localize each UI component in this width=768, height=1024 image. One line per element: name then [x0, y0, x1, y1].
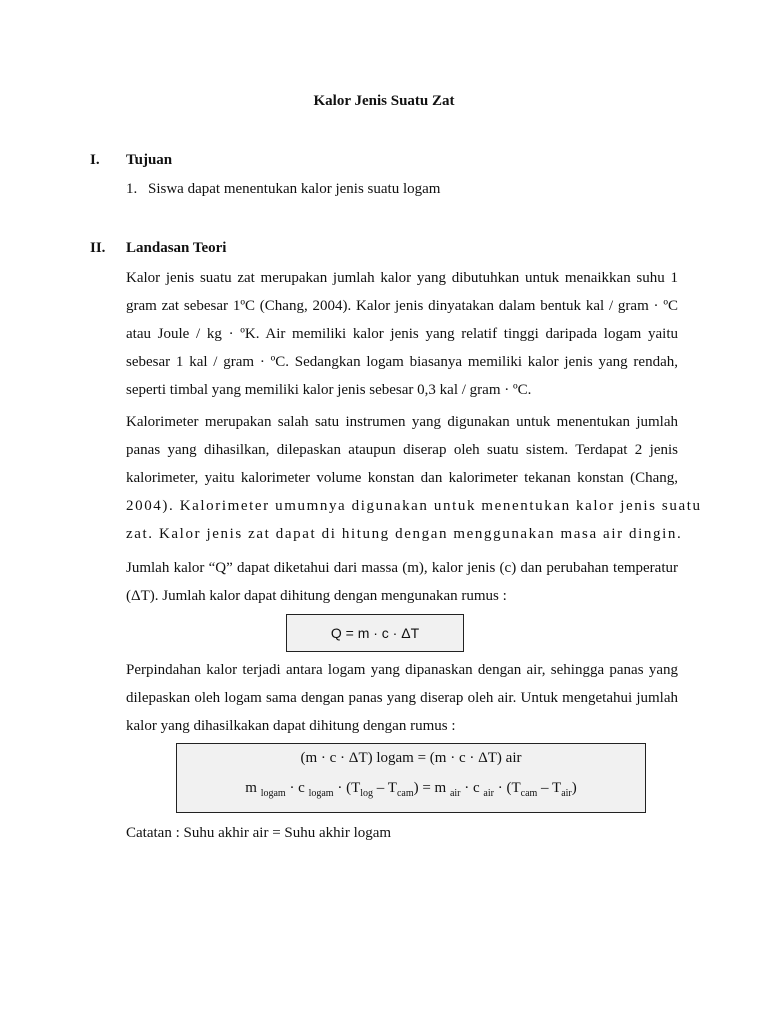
formula-subscript: logam [260, 788, 286, 799]
section-number-1: I. [90, 152, 100, 168]
paragraph-line: kalor yang dihasilkakan dapat dihitung dengan rumus : [126, 718, 456, 734]
formula-part: · (T [333, 780, 361, 796]
paragraph-line: sebesar 1 kal / gram · ºC. Sedangkan logam biasanya memiliki kalor jenis yang rendah, [126, 354, 678, 370]
formula-subscript: air [449, 788, 461, 799]
list-item-number: 1. [126, 181, 138, 197]
formula-part: · c [285, 780, 309, 796]
formula-part: · (T [493, 780, 521, 796]
formula-subscript: air [561, 788, 572, 799]
formula-part: – T [537, 780, 562, 796]
paragraph-line: atau Joule / kg · ºK. Air memiliki kalor jenis yang relatif tinggi daripada logam yaitu [126, 326, 678, 342]
paragraph-line: 2004). Kalorimeter umumnya digunakan untuk menentukan kalor jenis suatu [126, 498, 702, 514]
paragraph-line: Kalorimeter merupakan salah satu instrumen yang digunakan untuk menentukan jumlah [126, 414, 678, 430]
section-heading-tujuan: Tujuan [126, 152, 173, 168]
section-number-2: II. [90, 240, 106, 256]
formula-part: ) [571, 780, 577, 796]
document-title: Kalor Jenis Suatu Zat [313, 93, 455, 109]
formula-part: – T [373, 780, 397, 796]
paragraph-line: gram zat sebesar 1ºC (Chang, 2004). Kalor jenis dinyatakan dalam bentuk kal / gram · ºC [126, 298, 678, 314]
paragraph-perpindahan-kalor [126, 656, 678, 740]
section-heading-landasan-teori: Landasan Teori [126, 240, 227, 256]
note-text: Catatan : Suhu akhir air = Suhu akhir logam [126, 825, 392, 841]
formula-heat-balance-detail [177, 780, 645, 799]
list-item [126, 181, 440, 198]
paragraph-kalorimeter [126, 408, 702, 548]
paragraph-kalor-jenis [126, 264, 678, 404]
formula-heat-balance-line: (m · c · ΔT) logam = (m · c · ΔT) air [300, 750, 522, 766]
paragraph-jumlah-kalor [126, 554, 678, 610]
paragraph-line: dilepaskan oleh logam sama dengan panas yang diserap oleh air. Untuk mengetahui jumlah [126, 690, 678, 706]
formula-part: m [245, 780, 261, 796]
paragraph-line: seperti timbal yang memiliki kalor jenis sebesar 0,3 kal / gram · ºC. [126, 382, 532, 398]
formula-part: ) = m [413, 780, 450, 796]
paragraph-line: panas yang dihasilkan, dilepaskan ataupun diserap oleh suatu sistem. Terdapat 2 jenis [126, 442, 678, 458]
paragraph-line: Jumlah kalor “Q” dapat diketahui dari massa (m), kalor jenis (c) dan perubahan temperatur [126, 560, 678, 576]
formula-subscript: cam [396, 788, 414, 799]
formula-subscript: air [483, 788, 494, 799]
formula-subscript: log [360, 788, 374, 799]
paragraph-line: (ΔT). Jumlah kalor dapat dihitung dengan mengunakan rumus : [126, 588, 507, 604]
formula-subscript: logam [308, 788, 334, 799]
formula-box-heat-balance [176, 743, 646, 813]
paragraph-line: Kalor jenis suatu zat merupakan jumlah kalor yang dibutuhkan untuk menaikkan suhu 1 [126, 270, 678, 286]
paragraph-line: kalorimeter, yaitu kalorimeter volume konstan dan kalorimeter tekanan konstan (Chang, [126, 470, 678, 486]
formula-box-heat: Q = m · c · ΔT [286, 614, 464, 652]
formula-subscript: cam [520, 788, 538, 799]
list-item-text: Siswa dapat menentukan kalor jenis suatu logam [148, 181, 441, 197]
paragraph-line: zat. Kalor jenis zat dapat di hitung dengan menggunakan masa air dingin. [126, 526, 683, 542]
formula-part: · c [460, 780, 484, 796]
paragraph-line: Perpindahan kalor terjadi antara logam yang dipanaskan dengan air, sehingga panas yang [126, 662, 678, 678]
